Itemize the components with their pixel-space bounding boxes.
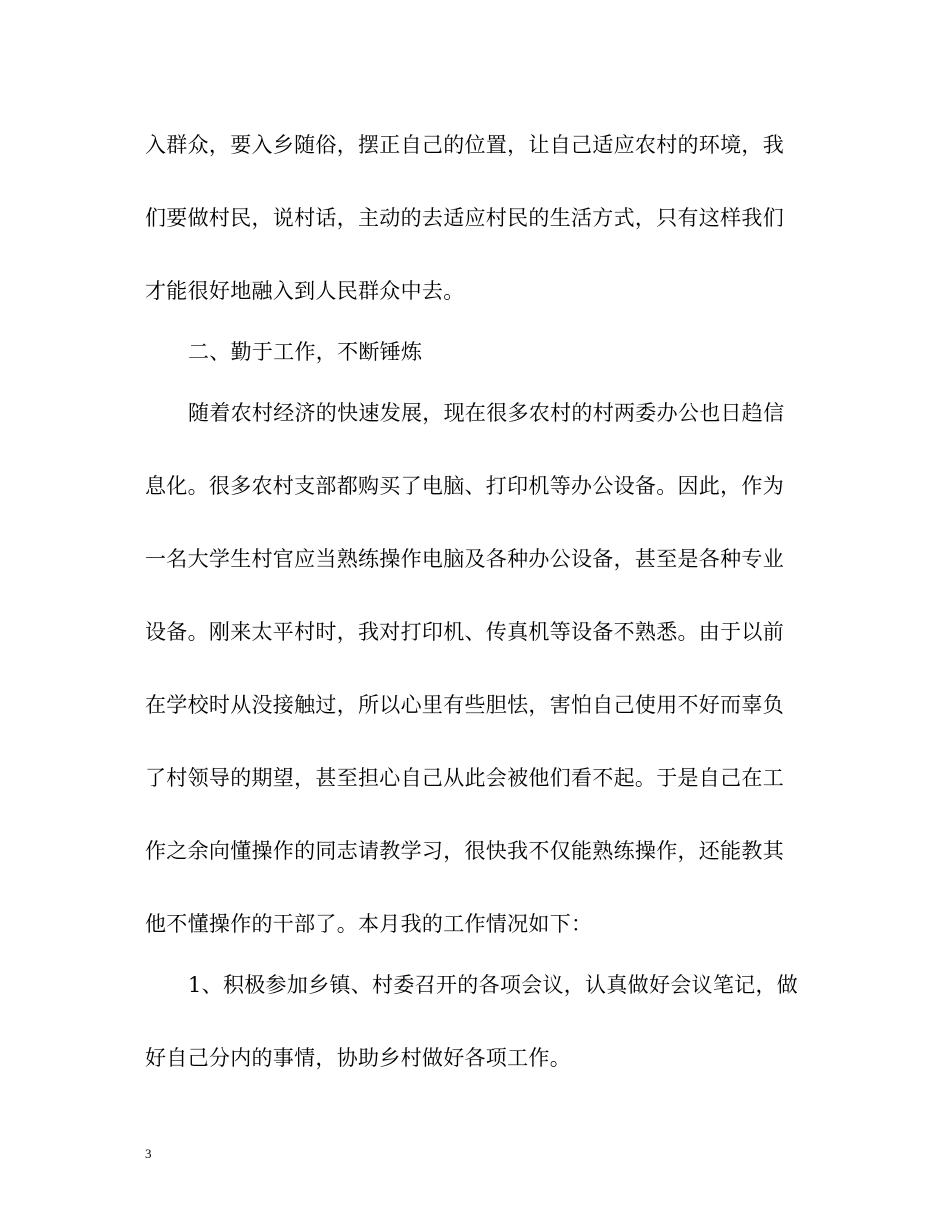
text-line: 设备。刚来太平村时，我对打印机、传真机等设备不熟悉。由于以前: [145, 620, 784, 644]
text-line: 们要做村民，说村话，主动的去适应村民的生活方式，只有这样我们: [145, 206, 784, 230]
text-line: 好自己分内的事情，协助乡村做好各项工作。: [145, 1046, 571, 1070]
page-number: 3: [145, 1146, 152, 1161]
text-line: 作之余向懂操作的同志请教学习，很快我不仅能熟练操作，还能教其: [145, 839, 784, 863]
text-line: 才能很好地融入到人民群众中去。: [145, 279, 465, 303]
section-heading: 二、勤于工作，不断锤炼: [188, 340, 423, 364]
text-line: 随着农村经济的快速发展，现在很多农村的村两委办公也日趋信: [188, 401, 785, 425]
text-line: 了村领导的期望，甚至担心自己从此会被他们看不起。于是自己在工: [145, 766, 784, 790]
list-item: 1、积极参加乡镇、村委召开的各项会议，认真做好会议笔记，做: [188, 973, 799, 997]
text-line: 他不懂操作的干部了。本月我的工作情况如下：: [145, 912, 593, 936]
text-line: 息化。很多农村支部都购买了电脑、打印机等办公设备。因此，作为: [145, 474, 784, 498]
text-line: 在学校时从没接触过，所以心里有些胆怯，害怕自己使用不好而辜负: [145, 693, 784, 717]
text-line: 一名大学生村官应当熟练操作电脑及各种办公设备，甚至是各种专业: [145, 547, 784, 571]
text-line: 入群众，要入乡随俗，摆正自己的位置，让自己适应农村的环境，我: [145, 133, 784, 157]
